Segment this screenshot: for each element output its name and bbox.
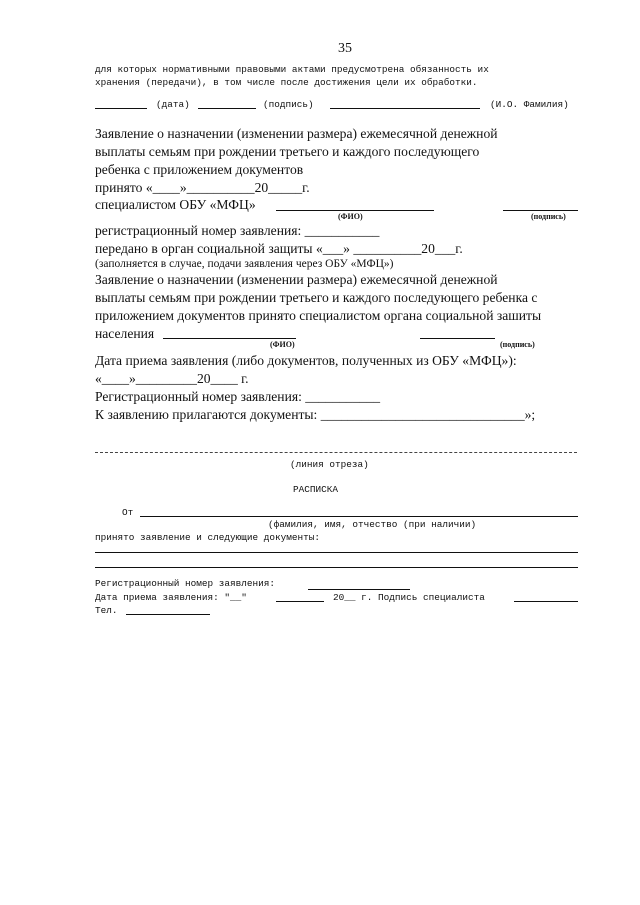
social-attachments: К заявлению прилагаются документы: ______________________________»;: [95, 407, 536, 422]
receipt-phone-line: [126, 614, 210, 615]
receipt-doc-line-1: [95, 552, 578, 553]
intro-sign-caption: (подпись): [263, 99, 314, 110]
intro-line-1: для которых нормативными правовыми актами предусмотрена обязанность их: [95, 64, 489, 75]
social-fio-caption: (ФИО): [270, 340, 295, 349]
mfc-reg-number: регистрационный номер заявления: ___________: [95, 223, 380, 238]
intro-date-caption: (дата): [156, 99, 190, 110]
mfc-line-1: Заявление о назначении (изменении размера) ежемесячной денежной: [95, 126, 498, 141]
mfc-fio-caption: (ФИО): [338, 212, 363, 221]
receipt-date-prefix: Дата приема заявления: "__": [95, 592, 247, 603]
receipt-specialist-sign-line: [514, 601, 578, 602]
receipt-doc-line-2: [95, 567, 578, 568]
mfc-line-3: ребенка с приложением документов: [95, 162, 304, 177]
receipt-title: РАСПИСКА: [293, 484, 339, 495]
social-sign-line: [420, 338, 495, 339]
social-date-line-1: Дата приема заявления (либо документов, полученных из ОБУ «МФЦ»):: [95, 353, 517, 368]
mfc-specialist: специалистом ОБУ «МФЦ»: [95, 197, 256, 212]
mfc-specialist-sign-line: [503, 210, 578, 211]
social-fio-line: [163, 338, 296, 339]
receipt-reg-number: Регистрационный номер заявления:: [95, 578, 276, 589]
mfc-sign-caption: (подпись): [531, 212, 566, 221]
receipt-date-year: 20__ г. Подпись специалиста: [333, 592, 485, 603]
mfc-specialist-fio-line: [276, 210, 434, 211]
receipt-from-caption: (фамилия, имя, отчество (при наличии): [268, 519, 477, 530]
intro-line-2: хранения (передачи), в том числе после достижения цели их обработки.: [95, 77, 478, 88]
social-reg-number: Регистрационный номер заявления: ___________: [95, 389, 381, 404]
receipt-accepted: принято заявление и следующие документы:: [95, 532, 321, 543]
intro-date-line: [95, 108, 147, 109]
mfc-line-2: выплаты семьям при рождении третьего и каждого последующего: [95, 144, 480, 159]
receipt-from-line: [140, 516, 578, 517]
social-date-line-2: «____»_________20____ г.: [95, 371, 249, 386]
social-line-2: выплаты семьям при рождении третьего и каждого последующего ребенка с: [95, 290, 538, 305]
social-line-3: приложением документов принято специалистом органа социальной зашиты: [95, 308, 542, 323]
social-line-4: населения: [95, 326, 155, 341]
social-line-1: Заявление о назначении (изменении размера) ежемесячной денежной: [95, 272, 498, 287]
intro-name-caption: (И.О. Фамилия): [490, 99, 569, 110]
receipt-reg-number-line: [308, 589, 410, 590]
intro-name-line: [330, 108, 480, 109]
mfc-transferred: передано в орган социальной защиты «___» __________20___г.: [95, 241, 463, 256]
intro-sign-line: [198, 108, 256, 109]
receipt-month-line: [276, 601, 324, 602]
cut-line-label: (линия отреза): [290, 459, 369, 470]
receipt-from: От: [122, 507, 134, 518]
receipt-phone: Тел.: [95, 605, 118, 616]
page-number: 35: [338, 41, 352, 56]
social-sign-caption: (подпись): [500, 340, 535, 349]
cut-line: [95, 452, 577, 453]
mfc-accepted-date: принято «____»__________20_____г.: [95, 180, 310, 195]
mfc-note: (заполняется в случае, подачи заявления через ОБУ «МФЦ»): [95, 258, 394, 270]
